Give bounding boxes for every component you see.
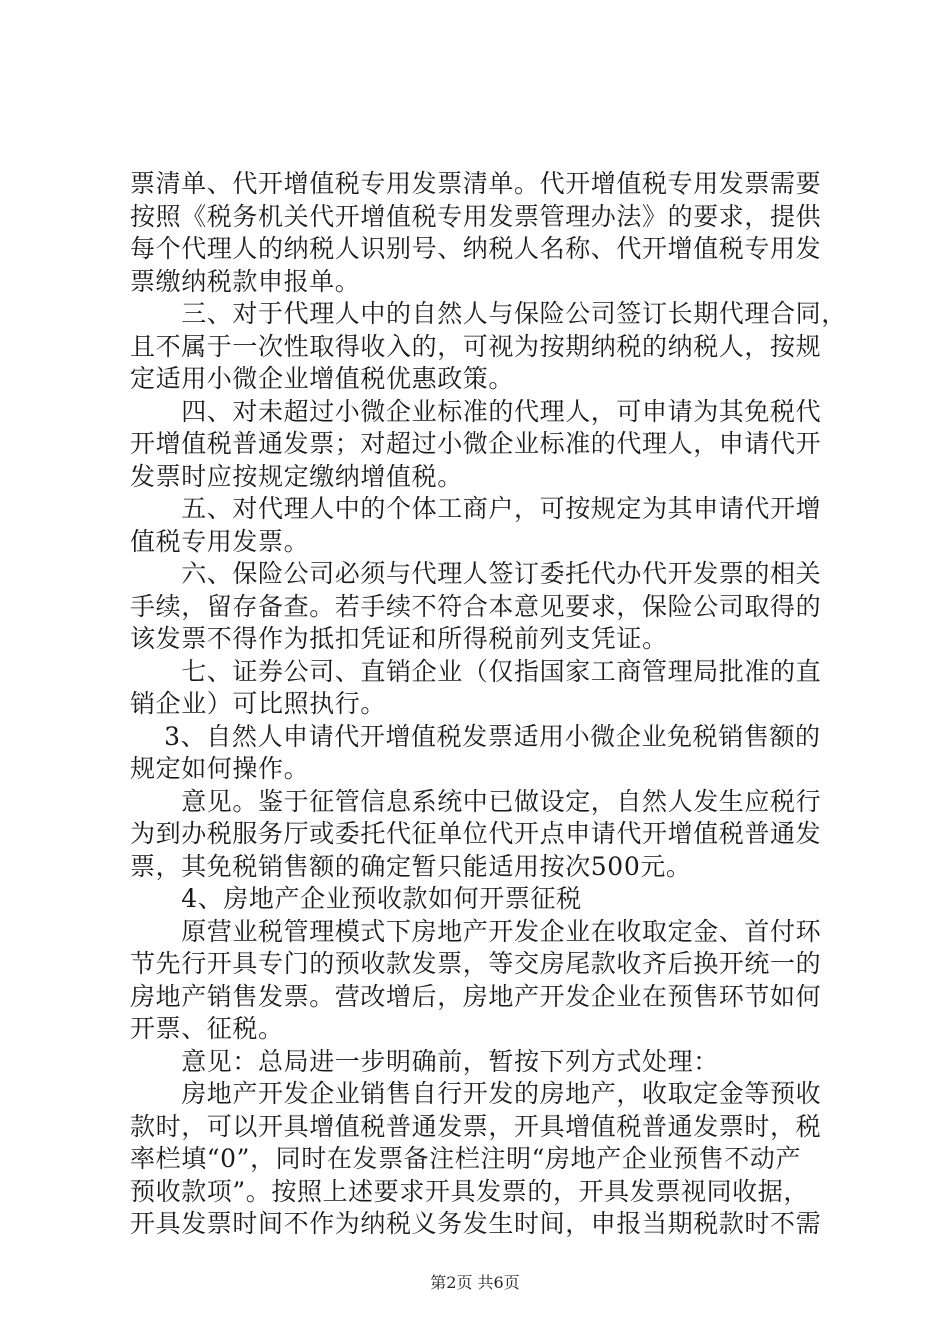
text-line: 四、对未超过小微企业标准的代理人，可申请为其免税代 (130, 396, 822, 426)
text-line: 房地产开发企业销售自行开发的房地产，收取定金等预收 (130, 1079, 822, 1108)
text-line: 按照《税务机关代开增值税专用发票管理办法》的要求，提供 (130, 201, 822, 231)
text-line: 原营业税管理模式下房地产开发企业在收取定金、首付环 (130, 916, 822, 946)
text-line: 定适用小微企业增值税优惠政策。 (130, 364, 515, 393)
text-line: 发票时应按规定缴纳增值税。 (130, 461, 463, 491)
text-line: 意见：总局进一步明确前，暂按下列方式处理： (130, 1046, 719, 1076)
text-line: 票清单、代开增值税专用发票清单。代开增值税专用发票需要 (130, 169, 822, 198)
text-line: 款时，可以开具增值税普通发票，开具增值税普通发票时，税 (130, 1111, 822, 1141)
text-line: 为到办税服务厅或委托代征单位代开点申请代开增值税普通发 (130, 819, 822, 848)
page-number-footer: 第2页 共6页 (430, 1273, 520, 1292)
text-line: 房地产销售发票。营改增后，房地产开发企业在预售环节如何 (130, 981, 822, 1011)
text-line: 五、对代理人中的个体工商户，可按规定为其申请代开增 (130, 494, 822, 523)
text-line: 3、自然人申请代开增值税发票适用小微企业免税销售额的 (130, 721, 821, 751)
text-line: 三、对于代理人中的自然人与保险公司签订长期代理合同， (130, 299, 847, 328)
document-body (130, 168, 847, 1241)
text-line: 4、房地产企业预收款如何开票征税 (130, 884, 582, 913)
text-line: 每个代理人的纳税人识别号、纳税人名称、代开增值税专用发 (130, 234, 822, 263)
text-line: 该发票不得作为抵扣凭证和所得税前列支凭证。 (130, 624, 668, 653)
text-line: 且不属于一次性取得收入的，可视为按期纳税的纳税人，按规 (130, 331, 822, 361)
text-line: 规定如何操作。 (130, 754, 310, 783)
text-line: 销企业）可比照执行。 (130, 689, 387, 718)
text-line: 节先行开具专门的预收款发票，等交房尾款收齐后换开统一的 (130, 949, 822, 978)
text-line: 票，其免税销售额的确定暂只能适用按次500元。 (130, 851, 692, 881)
text-line: 开票、征税。 (130, 1014, 284, 1043)
text-line: 开增值税普通发票；对超过小微企业标准的代理人，申请代开 (130, 429, 822, 458)
text-line: 开具发票时间不作为纳税义务发生时间，申报当期税款时不需 (130, 1209, 822, 1238)
text-line: 六、保险公司必须与代理人签订委托代办代开发票的相关 (130, 559, 822, 588)
text-line: 率栏填“0”，同时在发票备注栏注明“房地产企业预售不动产 (130, 1144, 802, 1173)
text-line: 七、证券公司、直销企业（仅指国家工商管理局批准的直 (130, 656, 822, 686)
text-line: 值税专用发票。 (130, 526, 310, 556)
text-line: 意见。鉴于征管信息系统中已做设定，自然人发生应税行 (130, 786, 822, 816)
text-line: 手续，留存备查。若手续不符合本意见要求，保险公司取得的 (130, 591, 822, 621)
text-line: 票缴纳税款申报单。 (130, 266, 361, 296)
text-line: 预收款项”。按照上述要求开具发票的，开具发票视同收据， (130, 1176, 809, 1206)
